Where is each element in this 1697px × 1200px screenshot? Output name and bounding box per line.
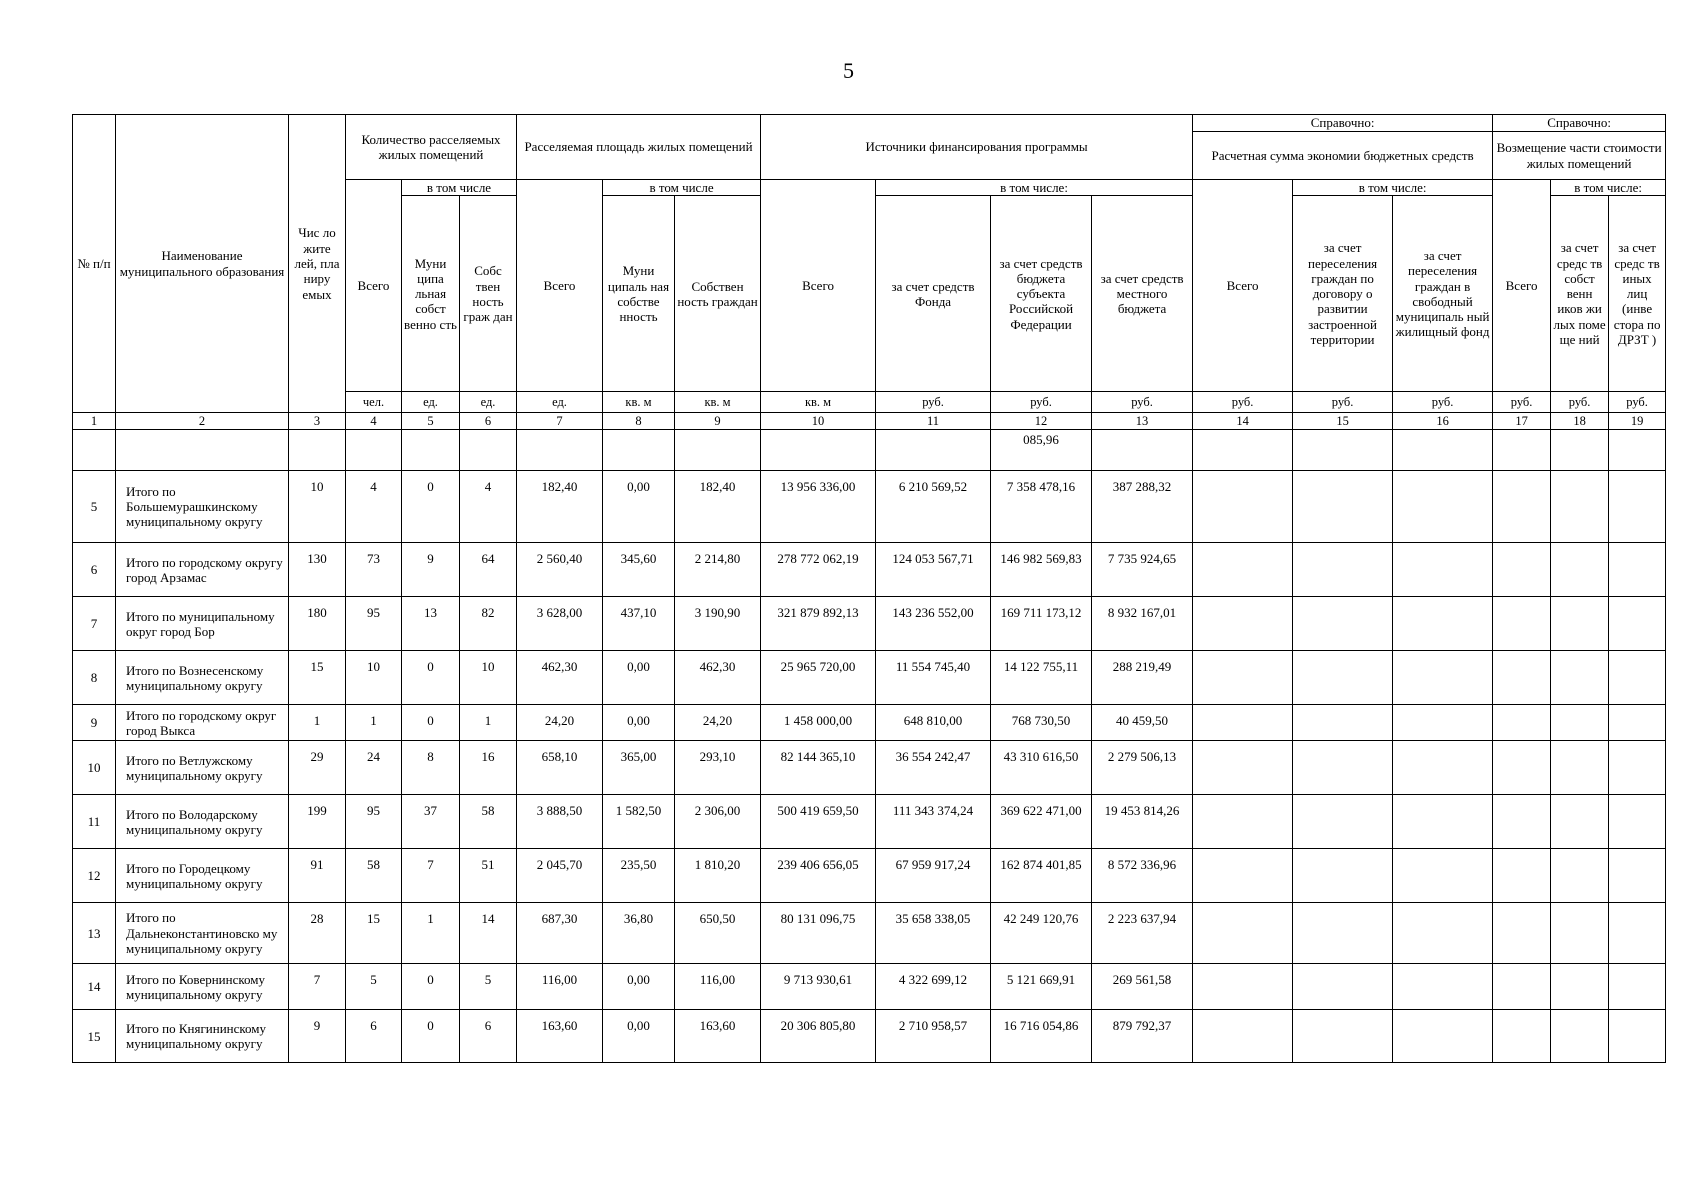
header-funding-sources: Источники финансирования программы xyxy=(761,115,1193,180)
page-number: 5 xyxy=(843,58,854,83)
value-cell: 3 888,50 xyxy=(517,795,603,849)
empty-cell xyxy=(1293,471,1393,543)
empty-cell xyxy=(1493,849,1551,903)
header-num: № п/п xyxy=(73,115,116,413)
value-cell: 5 xyxy=(460,964,517,1010)
empty-cell xyxy=(1493,471,1551,543)
empty-cell xyxy=(1393,471,1493,543)
empty-cell xyxy=(1609,795,1666,849)
header-from-resettlement-contract: за счет переселения граждан по договору о развитии застроенной территории xyxy=(1293,196,1393,392)
value-cell: 4 xyxy=(460,471,517,543)
empty-cell xyxy=(1493,651,1551,705)
value-cell: 437,10 xyxy=(603,597,675,651)
value-cell: 387 288,32 xyxy=(1092,471,1193,543)
value-cell: 95 xyxy=(346,597,402,651)
value-cell: 20 306 805,80 xyxy=(761,1010,876,1063)
value-cell: 365,00 xyxy=(603,741,675,795)
unit-cell: чел. xyxy=(346,392,402,413)
unit-cell: руб. xyxy=(1293,392,1393,413)
value-cell: 7 358 478,16 xyxy=(991,471,1092,543)
empty-cell xyxy=(1293,651,1393,705)
value-cell: 16 716 054,86 xyxy=(991,1010,1092,1063)
unit-cell: руб. xyxy=(1551,392,1609,413)
value-cell: 11 554 745,40 xyxy=(876,651,991,705)
row-number: 15 xyxy=(73,1010,116,1063)
empty-cell xyxy=(1293,543,1393,597)
header-area-total: Всего xyxy=(517,180,603,392)
value-cell: 239 406 656,05 xyxy=(761,849,876,903)
header-funding-including: в том числе: xyxy=(876,180,1193,196)
value-cell: 43 310 616,50 xyxy=(991,741,1092,795)
empty-cell xyxy=(1609,597,1666,651)
empty-cell xyxy=(1393,849,1493,903)
empty-cell xyxy=(1551,471,1609,543)
empty-cell xyxy=(1493,705,1551,741)
table-row xyxy=(73,705,1666,741)
empty-cell xyxy=(1193,964,1293,1010)
empty-cell xyxy=(1293,849,1393,903)
empty-cell xyxy=(1609,903,1666,964)
value-cell: 37 xyxy=(402,795,460,849)
empty-cell xyxy=(1551,705,1609,741)
row-number: 5 xyxy=(73,471,116,543)
row-number: 12 xyxy=(73,849,116,903)
value-cell: 124 053 567,71 xyxy=(876,543,991,597)
value-cell: 1 810,20 xyxy=(675,849,761,903)
empty-cell xyxy=(1393,705,1493,741)
empty-cell xyxy=(1609,741,1666,795)
value-cell: 73 xyxy=(346,543,402,597)
empty-cell xyxy=(1393,1010,1493,1063)
value-cell: 4 xyxy=(346,471,402,543)
empty-cell xyxy=(1609,1010,1666,1063)
value-cell: 199 xyxy=(289,795,346,849)
empty-cell xyxy=(1609,964,1666,1010)
value-cell: 14 122 755,11 xyxy=(991,651,1092,705)
value-cell: 15 xyxy=(346,903,402,964)
value-cell: 462,30 xyxy=(675,651,761,705)
value-cell: 2 279 506,13 xyxy=(1092,741,1193,795)
value-cell: 2 306,00 xyxy=(675,795,761,849)
value-cell: 36 554 242,47 xyxy=(876,741,991,795)
column-number-cell: 12 xyxy=(991,413,1092,430)
column-number-cell: 16 xyxy=(1393,413,1493,430)
header-municipality: Наименование муниципального образования xyxy=(116,115,289,413)
municipality-name: Итого по Большемурашкинскому муниципальному округу xyxy=(116,471,289,543)
value-cell: 462,30 xyxy=(517,651,603,705)
header-compensation-including: в том числе: xyxy=(1551,180,1666,196)
value-cell: 143 236 552,00 xyxy=(876,597,991,651)
empty-cell xyxy=(1193,471,1293,543)
header-savings-total: Всего xyxy=(1193,180,1293,392)
header-premises-including: в том числе xyxy=(402,180,517,196)
table-row xyxy=(73,849,1666,903)
value-cell: 169 711 173,12 xyxy=(991,597,1092,651)
value-cell: 130 xyxy=(289,543,346,597)
empty-cell xyxy=(1609,849,1666,903)
empty-cell xyxy=(1393,903,1493,964)
empty-cell xyxy=(1193,795,1293,849)
value-cell: 500 419 659,50 xyxy=(761,795,876,849)
unit-cell: кв. м xyxy=(761,392,876,413)
empty-cell xyxy=(1193,903,1293,964)
value-cell: 95 xyxy=(346,795,402,849)
row-number: 7 xyxy=(73,597,116,651)
header-savings: Расчетная сумма экономии бюджетных средств xyxy=(1193,132,1493,180)
column-number-cell: 13 xyxy=(1092,413,1193,430)
column-numbers-row xyxy=(73,413,1666,430)
row-number: 9 xyxy=(73,705,116,741)
value-cell: 116,00 xyxy=(675,964,761,1010)
value-cell: 0 xyxy=(402,471,460,543)
value-cell: 1 xyxy=(402,903,460,964)
unit-cell: руб. xyxy=(876,392,991,413)
row-number: 6 xyxy=(73,543,116,597)
header-from-fund: за счет средств Фонда xyxy=(876,196,991,392)
value-cell: 2 710 958,57 xyxy=(876,1010,991,1063)
empty-cell xyxy=(1493,1010,1551,1063)
value-cell: 182,40 xyxy=(675,471,761,543)
table-row xyxy=(73,903,1666,964)
unit-cell: руб. xyxy=(1609,392,1666,413)
value-cell: 35 658 338,05 xyxy=(876,903,991,964)
empty-cell xyxy=(1393,741,1493,795)
value-cell: 24,20 xyxy=(675,705,761,741)
value-cell: 58 xyxy=(460,795,517,849)
value-cell: 8 932 167,01 xyxy=(1092,597,1193,651)
column-number-cell: 14 xyxy=(1193,413,1293,430)
municipality-name: Итого по Городецкому муниципальному округу xyxy=(116,849,289,903)
value-cell: 24,20 xyxy=(517,705,603,741)
municipality-name: Итого по Княгининскому муниципальному округу xyxy=(116,1010,289,1063)
municipality-name: Итого по Ковернинскому муниципальному округу xyxy=(116,964,289,1010)
value-cell: 28 xyxy=(289,903,346,964)
value-cell: 768 730,50 xyxy=(991,705,1092,741)
empty-cell xyxy=(1193,705,1293,741)
value-cell: 13 xyxy=(402,597,460,651)
value-cell: 1 xyxy=(289,705,346,741)
empty-cell xyxy=(1551,1010,1609,1063)
header-reference-compensation: Справочно: xyxy=(1493,115,1666,132)
empty-cell xyxy=(1393,597,1493,651)
value-cell: 1 458 000,00 xyxy=(761,705,876,741)
empty-cell xyxy=(1393,543,1493,597)
header-residents: Чис ло жите лей, пла ниру емых xyxy=(289,115,346,413)
carryover-row xyxy=(73,430,1666,471)
value-cell: 0,00 xyxy=(603,651,675,705)
value-cell: 9 xyxy=(289,1010,346,1063)
empty-cell xyxy=(1551,741,1609,795)
value-cell: 80 131 096,75 xyxy=(761,903,876,964)
column-number-cell: 15 xyxy=(1293,413,1393,430)
value-cell: 269 561,58 xyxy=(1092,964,1193,1010)
row-number: 10 xyxy=(73,741,116,795)
empty-cell xyxy=(1293,1010,1393,1063)
column-number-cell: 9 xyxy=(675,413,761,430)
table-row xyxy=(73,964,1666,1010)
empty-cell xyxy=(1609,705,1666,741)
value-cell: 36,80 xyxy=(603,903,675,964)
empty-cell xyxy=(1293,741,1393,795)
municipality-name: Итого по Вознесенскому муниципальному округу xyxy=(116,651,289,705)
column-number-cell: 18 xyxy=(1551,413,1609,430)
unit-cell: руб. xyxy=(1092,392,1193,413)
value-cell: 2 045,70 xyxy=(517,849,603,903)
value-cell: 288 219,49 xyxy=(1092,651,1193,705)
column-number-cell: 1 xyxy=(73,413,116,430)
value-cell: 15 xyxy=(289,651,346,705)
value-cell: 2 560,40 xyxy=(517,543,603,597)
empty-cell xyxy=(1551,795,1609,849)
value-cell: 40 459,50 xyxy=(1092,705,1193,741)
unit-cell: ед. xyxy=(402,392,460,413)
empty-cell xyxy=(1551,543,1609,597)
unit-cell: руб. xyxy=(991,392,1092,413)
empty-cell xyxy=(1193,543,1293,597)
empty-cell xyxy=(1193,651,1293,705)
header-resettled-area: Расселяемая площадь жилых помещений xyxy=(517,115,761,180)
row-number: 14 xyxy=(73,964,116,1010)
value-cell: 648 810,00 xyxy=(876,705,991,741)
value-cell: 111 343 374,24 xyxy=(876,795,991,849)
header-premises-total: Всего xyxy=(346,180,402,392)
empty-cell xyxy=(1393,651,1493,705)
empty-cell xyxy=(1493,597,1551,651)
unit-cell: руб. xyxy=(1493,392,1551,413)
value-cell: 180 xyxy=(289,597,346,651)
value-cell: 19 453 814,26 xyxy=(1092,795,1193,849)
header-from-resettlement-free: за счет переселения граждан в свободный муниципаль ный жилищный фонд xyxy=(1393,196,1493,392)
value-cell: 2 223 637,94 xyxy=(1092,903,1193,964)
value-cell: 321 879 892,13 xyxy=(761,597,876,651)
empty-cell xyxy=(1609,651,1666,705)
value-cell: 293,10 xyxy=(675,741,761,795)
value-cell: 25 965 720,00 xyxy=(761,651,876,705)
value-cell: 10 xyxy=(289,471,346,543)
column-number-cell: 11 xyxy=(876,413,991,430)
value-cell: 6 xyxy=(346,1010,402,1063)
value-cell: 369 622 471,00 xyxy=(991,795,1092,849)
value-cell: 650,50 xyxy=(675,903,761,964)
header-compensation-total: Всего xyxy=(1493,180,1551,392)
empty-cell xyxy=(1551,903,1609,964)
column-number-cell: 17 xyxy=(1493,413,1551,430)
header-municipal-property: Муни ципа льная собст венно сть xyxy=(402,196,460,392)
municipality-name: Итого по Ветлужскому муниципальному округу xyxy=(116,741,289,795)
value-cell: 163,60 xyxy=(675,1010,761,1063)
unit-cell: кв. м xyxy=(675,392,761,413)
value-cell: 162 874 401,85 xyxy=(991,849,1092,903)
value-cell: 9 713 930,61 xyxy=(761,964,876,1010)
municipality-name: Итого по муниципальному округ город Бор xyxy=(116,597,289,651)
column-number-cell: 7 xyxy=(517,413,603,430)
value-cell: 3 190,90 xyxy=(675,597,761,651)
value-cell: 0 xyxy=(402,651,460,705)
column-number-cell: 10 xyxy=(761,413,876,430)
empty-cell xyxy=(1551,597,1609,651)
column-number-cell: 6 xyxy=(460,413,517,430)
row-number: 11 xyxy=(73,795,116,849)
value-cell: 5 xyxy=(346,964,402,1010)
empty-cell xyxy=(1293,597,1393,651)
empty-cell xyxy=(1193,849,1293,903)
unit-cell: руб. xyxy=(1193,392,1293,413)
unit-cell: руб. xyxy=(1393,392,1493,413)
value-cell: 8 xyxy=(402,741,460,795)
value-cell: 163,60 xyxy=(517,1010,603,1063)
row-number: 8 xyxy=(73,651,116,705)
empty-cell xyxy=(1393,964,1493,1010)
value-cell: 10 xyxy=(346,651,402,705)
empty-cell xyxy=(1293,705,1393,741)
value-cell: 278 772 062,19 xyxy=(761,543,876,597)
value-cell: 6 xyxy=(460,1010,517,1063)
empty-cell xyxy=(1493,964,1551,1010)
empty-cell xyxy=(1193,1010,1293,1063)
carryover-cell: 085,96 xyxy=(991,430,1092,471)
value-cell: 42 249 120,76 xyxy=(991,903,1092,964)
value-cell: 5 121 669,91 xyxy=(991,964,1092,1010)
value-cell: 29 xyxy=(289,741,346,795)
value-cell: 51 xyxy=(460,849,517,903)
header-compensation: Возмещение части стоимости жилых помещений xyxy=(1493,132,1666,180)
value-cell: 10 xyxy=(460,651,517,705)
column-number-cell: 8 xyxy=(603,413,675,430)
table-row xyxy=(73,1010,1666,1063)
value-cell: 235,50 xyxy=(603,849,675,903)
value-cell: 345,60 xyxy=(603,543,675,597)
value-cell: 0,00 xyxy=(603,471,675,543)
value-cell: 16 xyxy=(460,741,517,795)
header-from-local-budget: за счет средств местного бюджета xyxy=(1092,196,1193,392)
table-row xyxy=(73,741,1666,795)
value-cell: 67 959 917,24 xyxy=(876,849,991,903)
unit-cell: ед. xyxy=(460,392,517,413)
empty-cell xyxy=(1193,597,1293,651)
value-cell: 14 xyxy=(460,903,517,964)
value-cell: 0 xyxy=(402,1010,460,1063)
empty-cell xyxy=(1493,543,1551,597)
unit-cell: ед. xyxy=(517,392,603,413)
header-municipal-property-area: Муни ципаль ная собстве нность xyxy=(603,196,675,392)
value-cell: 7 735 924,65 xyxy=(1092,543,1193,597)
value-cell: 687,30 xyxy=(517,903,603,964)
value-cell: 91 xyxy=(289,849,346,903)
value-cell: 3 628,00 xyxy=(517,597,603,651)
header-from-others: за счет средс тв иных лиц (инве стора по ДРЗТ ) xyxy=(1609,196,1666,392)
table-row xyxy=(73,795,1666,849)
value-cell: 13 956 336,00 xyxy=(761,471,876,543)
empty-cell xyxy=(1493,903,1551,964)
table-row xyxy=(73,471,1666,543)
table-row xyxy=(73,543,1666,597)
value-cell: 82 144 365,10 xyxy=(761,741,876,795)
empty-cell xyxy=(1393,795,1493,849)
header-from-owners: за счет средс тв собст венн иков жи лых поме ще ний xyxy=(1551,196,1609,392)
value-cell: 1 xyxy=(460,705,517,741)
value-cell: 0 xyxy=(402,705,460,741)
header-from-subject-budget: за счет средств бюджета субъекта Российской Федерации xyxy=(991,196,1092,392)
value-cell: 58 xyxy=(346,849,402,903)
value-cell: 4 322 699,12 xyxy=(876,964,991,1010)
column-number-cell: 19 xyxy=(1609,413,1666,430)
value-cell: 879 792,37 xyxy=(1092,1010,1193,1063)
header-savings-including: в том числе: xyxy=(1293,180,1493,196)
value-cell: 0,00 xyxy=(603,1010,675,1063)
value-cell: 0 xyxy=(402,964,460,1010)
municipality-name: Итого по Дальнеконстантиновско му муниципальному округу xyxy=(116,903,289,964)
empty-cell xyxy=(1551,849,1609,903)
municipality-name: Итого по городскому округ город Выкса xyxy=(116,705,289,741)
value-cell: 0,00 xyxy=(603,964,675,1010)
empty-cell xyxy=(1293,795,1393,849)
header-premises-count: Количество расселяемых жилых помещений xyxy=(346,115,517,180)
column-number-cell: 2 xyxy=(116,413,289,430)
value-cell: 6 210 569,52 xyxy=(876,471,991,543)
header-citizens-property: Собс твен ность граж дан xyxy=(460,196,517,392)
value-cell: 1 xyxy=(346,705,402,741)
column-number-cell: 3 xyxy=(289,413,346,430)
row-number: 13 xyxy=(73,903,116,964)
empty-cell xyxy=(1293,964,1393,1010)
empty-cell xyxy=(1551,964,1609,1010)
municipality-name: Итого по городскому округу город Арзамас xyxy=(116,543,289,597)
empty-cell xyxy=(1193,741,1293,795)
value-cell: 7 xyxy=(402,849,460,903)
empty-cell xyxy=(1293,903,1393,964)
unit-cell: кв. м xyxy=(603,392,675,413)
empty-cell xyxy=(1609,543,1666,597)
value-cell: 8 572 336,96 xyxy=(1092,849,1193,903)
value-cell: 2 214,80 xyxy=(675,543,761,597)
header-funding-total: Всего xyxy=(761,180,876,392)
column-number-cell: 4 xyxy=(346,413,402,430)
empty-cell xyxy=(1493,795,1551,849)
value-cell: 146 982 569,83 xyxy=(991,543,1092,597)
header-reference-savings: Справочно: xyxy=(1193,115,1493,132)
value-cell: 658,10 xyxy=(517,741,603,795)
value-cell: 182,40 xyxy=(517,471,603,543)
value-cell: 9 xyxy=(402,543,460,597)
table-row xyxy=(73,597,1666,651)
empty-cell xyxy=(1493,741,1551,795)
empty-cell xyxy=(1551,651,1609,705)
value-cell: 116,00 xyxy=(517,964,603,1010)
empty-cell xyxy=(1609,471,1666,543)
value-cell: 7 xyxy=(289,964,346,1010)
municipality-name: Итого по Володарскому муниципальному округу xyxy=(116,795,289,849)
value-cell: 64 xyxy=(460,543,517,597)
header-area-including: в том числе xyxy=(603,180,761,196)
column-number-cell: 5 xyxy=(402,413,460,430)
table-row xyxy=(73,651,1666,705)
value-cell: 82 xyxy=(460,597,517,651)
value-cell: 0,00 xyxy=(603,705,675,741)
resettlement-table xyxy=(72,114,1666,1063)
value-cell: 24 xyxy=(346,741,402,795)
header-citizens-property-area: Собствен ность граждан xyxy=(675,196,761,392)
value-cell: 1 582,50 xyxy=(603,795,675,849)
